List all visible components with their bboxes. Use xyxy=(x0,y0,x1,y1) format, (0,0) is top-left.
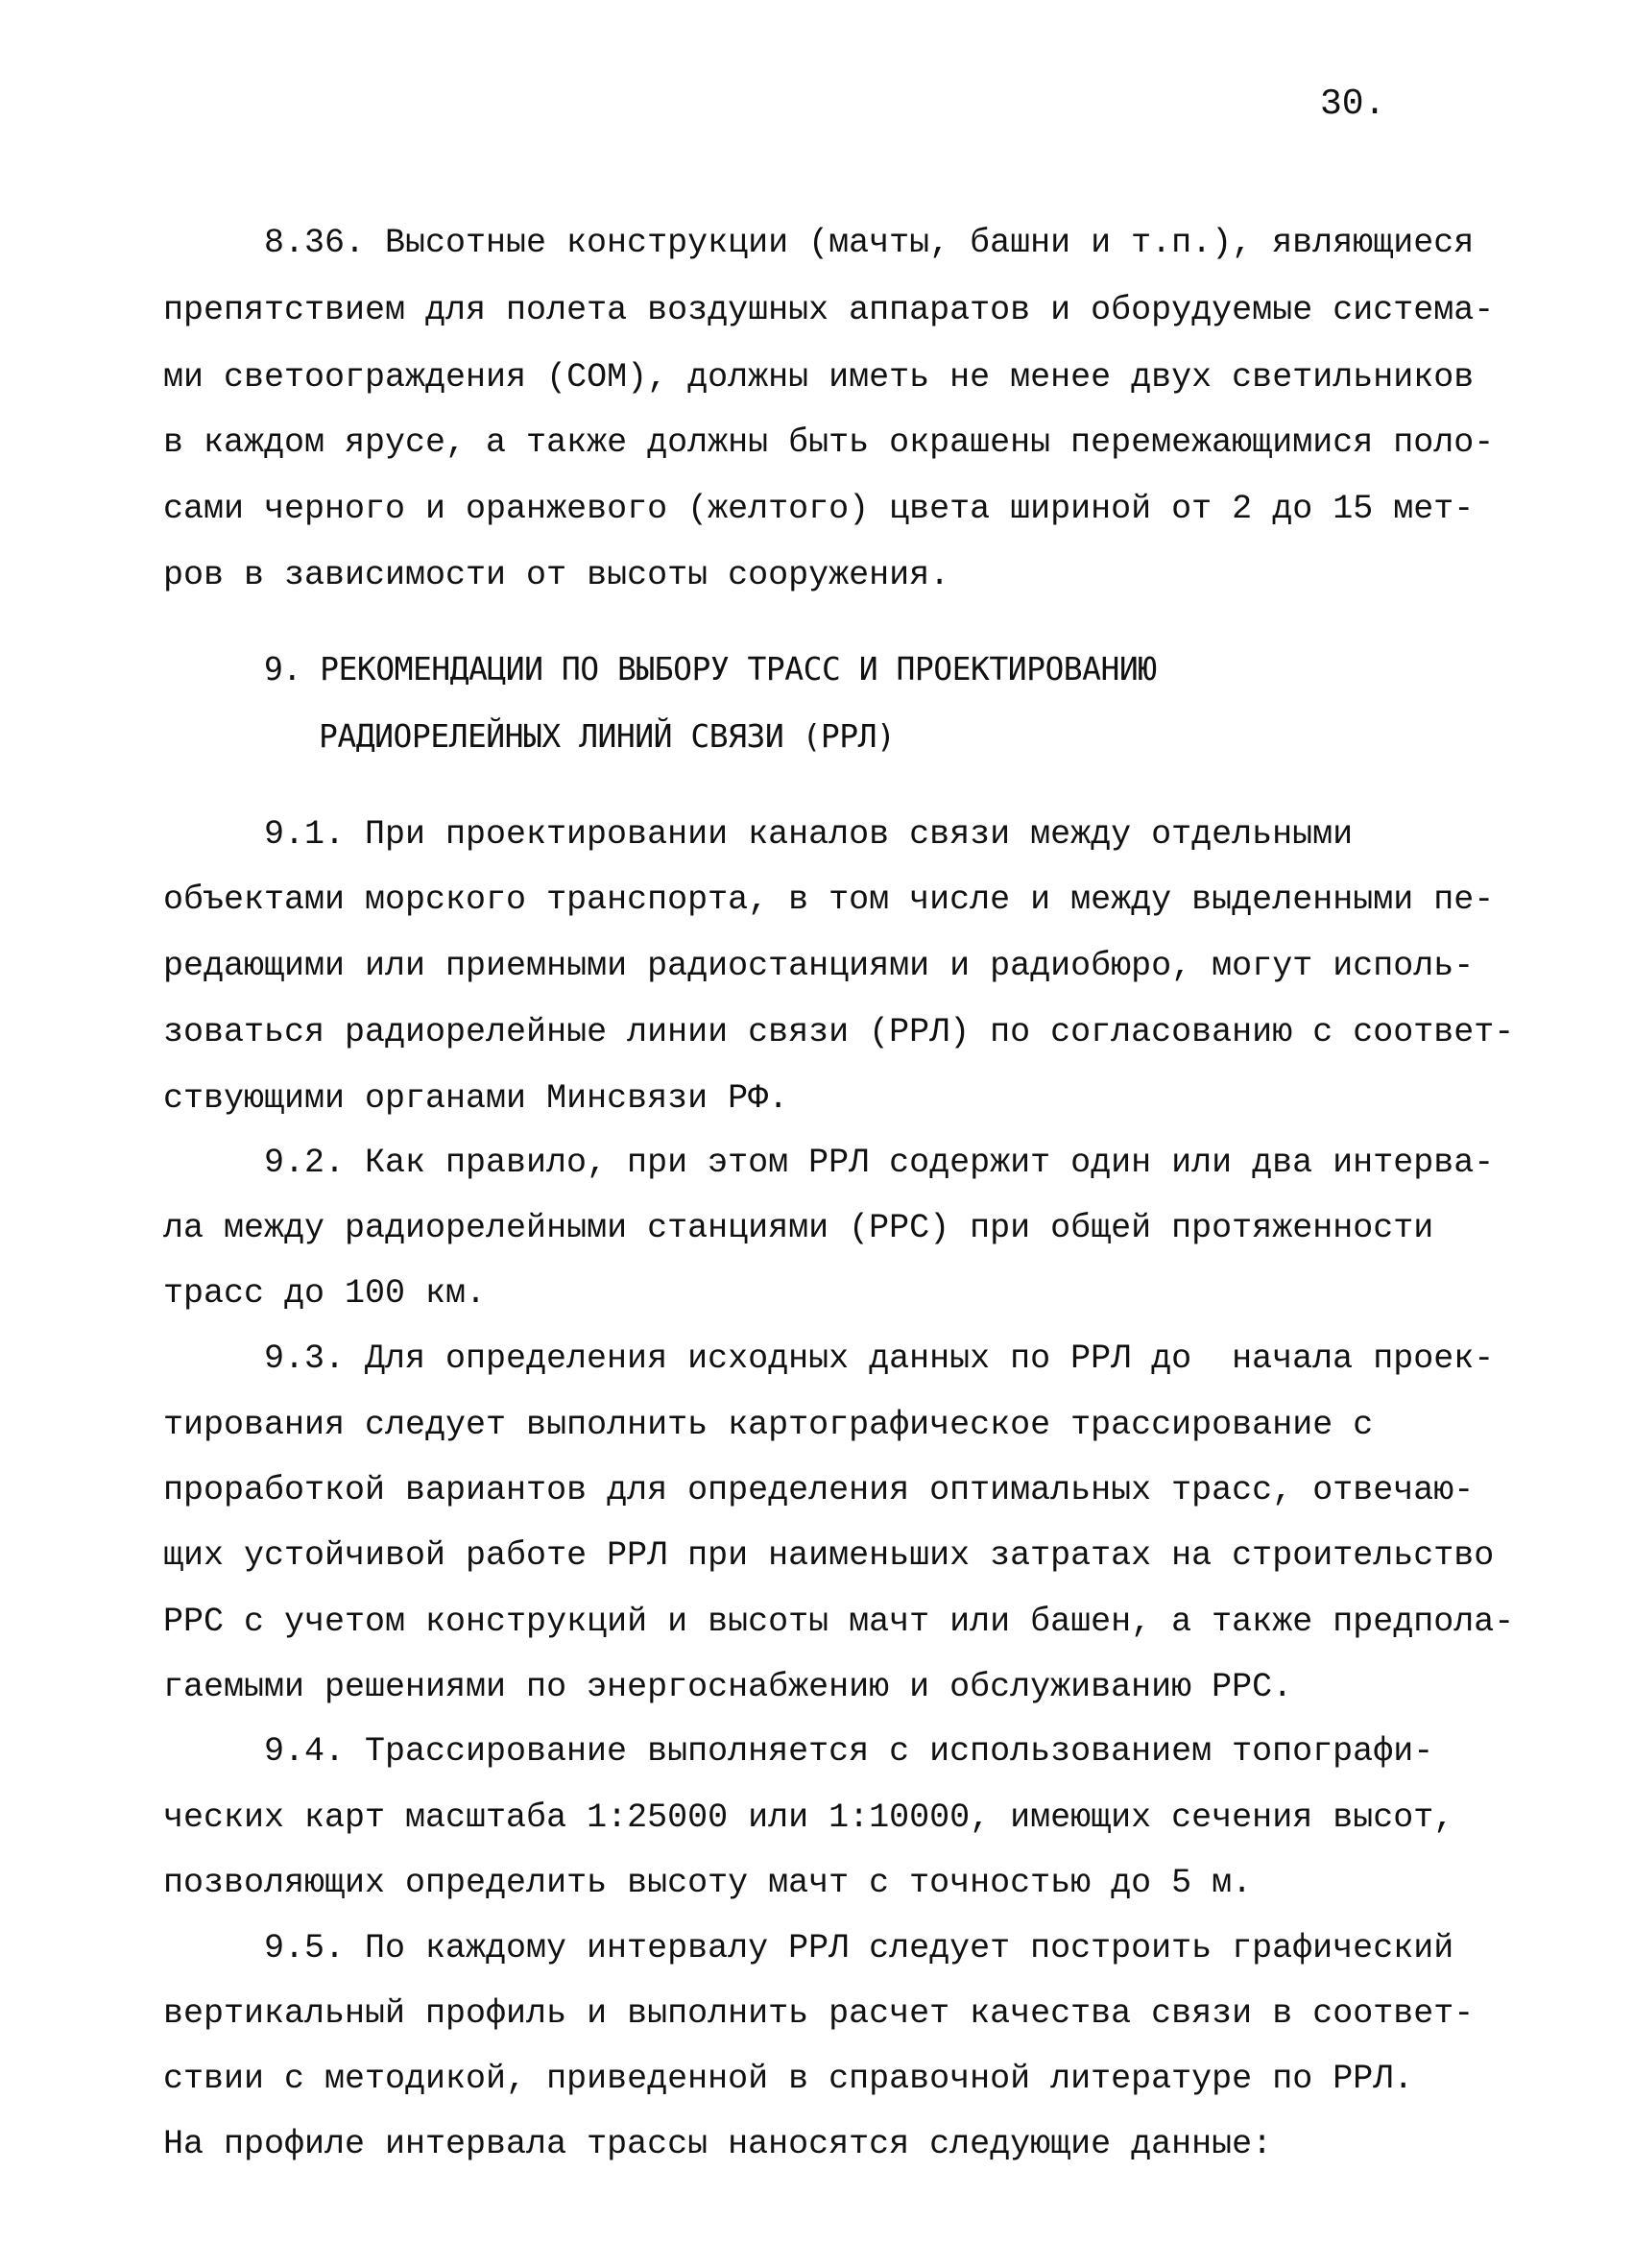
paragraph-9-4-line-2: ческих карт масштаба 1:25000 или 1:10000, имеющих сечения высот, xyxy=(163,1798,1454,1837)
paragraph-9-3-line-6: гаемыми решениями по энергоснабжению и обслуживанию РРС. xyxy=(163,1668,1293,1706)
paragraph-9-1-line-5: ствующими органами Минсвязи РФ. xyxy=(163,1079,789,1118)
paragraph-8-36-line-6: ров в зависимости от высоты сооружения. xyxy=(163,556,950,594)
paragraph-8-36-line-4: в каждом ярусе, а также должны быть окрашены перемежающимися поло- xyxy=(163,423,1495,462)
paragraph-9-3-line-3: проработкой вариантов для определения оптимальных трасс, отвечаю- xyxy=(163,1471,1475,1509)
paragraph-9-5-line-3: ствии с методикой, приведенной в справочной литературе по РРЛ. xyxy=(163,2060,1414,2098)
paragraph-9-2-line-2: ла между радиорелейными станциями (РРС) при общей протяженности xyxy=(163,1209,1434,1247)
paragraph-8-36-line-3: ми светоограждения (СОМ), должны иметь не менее двух светильников xyxy=(163,358,1475,397)
paragraph-8-36-line-2: препятствием для полета воздушных аппаратов и оборудуемые система- xyxy=(163,291,1495,329)
paragraph-9-2-line-1: 9.2. Как правило, при этом РРЛ содержит один или два интерва- xyxy=(264,1144,1495,1182)
paragraph-9-3-line-5: РРС с учетом конструкций и высоты мачт или башен, а также предпола- xyxy=(163,1603,1515,1641)
paragraph-9-1-line-1: 9.1. При проектировании каналов связи между отдельными xyxy=(264,815,1354,854)
paragraph-9-5-line-4: На профиле интервала трассы наносятся следующие данные: xyxy=(163,2125,1273,2163)
paragraph-9-4-line-3: позволяющих определить высоту мачт с точностью до 5 м. xyxy=(163,1864,1253,1902)
section-heading-line-1: 9. РЕКОМЕНДАЦИИ ПО ВЫБОРУ ТРАСС И ПРОЕКТИРОВАНИЮ xyxy=(264,650,1157,688)
paragraph-8-36-line-1: 8.36. Высотные конструкции (мачты, башни и т.п.), являющиеся xyxy=(264,224,1475,262)
paragraph-9-1-line-3: редающими или приемными радиостанциями и радиобюро, могут исполь- xyxy=(163,947,1475,985)
paragraph-9-5-line-1: 9.5. По каждому интервалу РРЛ следует построить графический xyxy=(264,1929,1454,1967)
page-number: 30. xyxy=(1320,84,1386,125)
paragraph-9-2-line-3: трасс до 100 км. xyxy=(163,1274,487,1313)
paragraph-9-1-line-2: объектами морского транспорта, в том числе и между выделенными пе- xyxy=(163,881,1495,919)
paragraph-9-3-line-4: щих устойчивой работе РРЛ при наименьших затратах на строительство xyxy=(163,1536,1495,1575)
paragraph-9-5-line-2: вертикальный профиль и выполнить расчет качества связи в соответ- xyxy=(163,1994,1475,2033)
paragraph-9-4-line-1: 9.4. Трассирование выполняется с использованием топографи- xyxy=(264,1732,1434,1771)
section-heading-line-2: РАДИОРЕЛЕЙНЫХ ЛИНИЙ СВЯЗИ (РРЛ) xyxy=(319,717,896,755)
paragraph-8-36-line-5: сами черного и оранжевого (желтого) цвета шириной от 2 до 15 мет- xyxy=(163,490,1475,528)
paragraph-9-3-line-2: тирования следует выполнить картографическое трассирование с xyxy=(163,1406,1374,1444)
paragraph-9-3-line-1: 9.3. Для определения исходных данных по РРЛ до начала проек- xyxy=(264,1339,1495,1378)
paragraph-9-1-line-4: зоваться радиорелейные линии связи (РРЛ) по согласованию с соответ- xyxy=(163,1013,1515,1051)
